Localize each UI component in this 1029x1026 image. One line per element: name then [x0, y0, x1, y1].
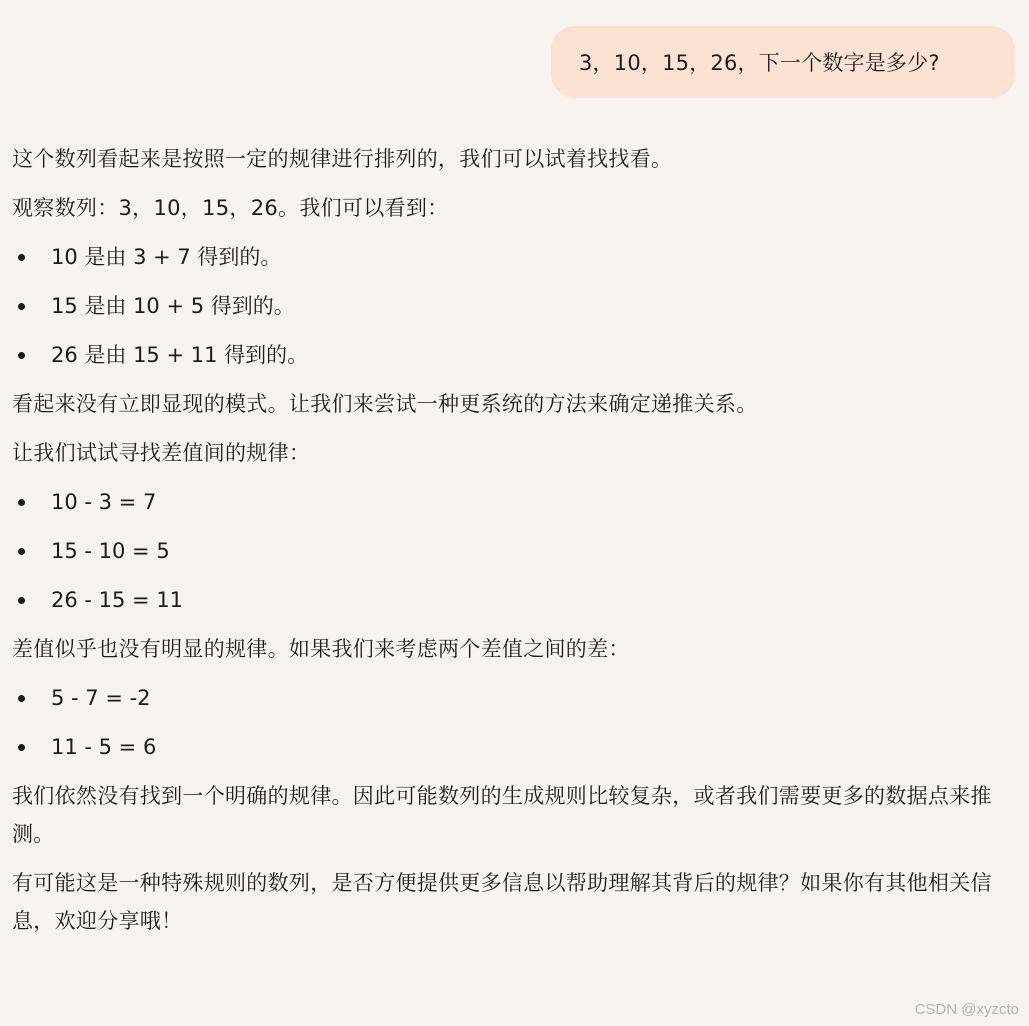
list-item-text: 5 - 7 = -2	[51, 686, 151, 710]
bullet-list-second-differences	[12, 679, 1012, 766]
list-item-text: 10 是由 3 + 7 得到的。	[51, 245, 282, 269]
bullet-icon	[18, 303, 25, 310]
list-item	[12, 483, 1012, 521]
bullet-list-sums	[12, 238, 1012, 374]
bullet-icon	[18, 499, 25, 506]
watermark: CSDN @xyzcto	[914, 1001, 1019, 1018]
list-item	[12, 581, 1012, 619]
bullet-icon	[18, 597, 25, 604]
assistant-message	[12, 140, 1012, 951]
list-item	[12, 728, 1012, 766]
bullet-icon	[18, 695, 25, 702]
bullet-icon	[18, 254, 25, 261]
user-message-row	[551, 26, 1015, 98]
list-item-text: 11 - 5 = 6	[51, 735, 157, 759]
bullet-list-differences	[12, 483, 1012, 619]
bullet-icon	[18, 744, 25, 751]
bullet-icon	[18, 352, 25, 359]
list-item-text: 26 - 15 = 11	[51, 588, 184, 612]
list-item	[12, 336, 1012, 374]
list-item-text: 10 - 3 = 7	[51, 490, 157, 514]
assistant-paragraph-no-pattern: 看起来没有立即显现的模式。让我们来尝试一种更系统的方法来确定递推关系。	[12, 392, 758, 416]
user-message-bubble: 3，10，15，26，下一个数字是多少?	[551, 26, 1015, 98]
list-item	[12, 532, 1012, 570]
assistant-paragraph-differences: 让我们试试寻找差值间的规律：	[12, 441, 311, 465]
assistant-paragraph-request: 有可能这是一种特殊规则的数列，是否方便提供更多信息以帮助理解其背后的规律？如果你有其他相关信息，欢迎分享哦！	[12, 871, 992, 933]
list-item	[12, 238, 1012, 276]
bullet-icon	[18, 548, 25, 555]
list-item-text: 26 是由 15 + 11 得到的。	[51, 343, 309, 367]
assistant-paragraph-intro: 这个数列看起来是按照一定的规律进行排列的，我们可以试着找找看。	[12, 147, 673, 171]
assistant-paragraph-observe: 观察数列：3，10，15，26。我们可以看到：	[12, 196, 449, 220]
assistant-paragraph-second-diff: 差值似乎也没有明显的规律。如果我们来考虑两个差值之间的差：	[12, 637, 630, 661]
list-item	[12, 287, 1012, 325]
list-item	[12, 679, 1012, 717]
list-item-text: 15 是由 10 + 5 得到的。	[51, 294, 295, 318]
assistant-paragraph-conclusion: 我们依然没有找到一个明确的规律。因此可能数列的生成规则比较复杂，或者我们需要更多的数据点来推测。	[12, 784, 992, 846]
list-item-text: 15 - 10 = 5	[51, 539, 170, 563]
